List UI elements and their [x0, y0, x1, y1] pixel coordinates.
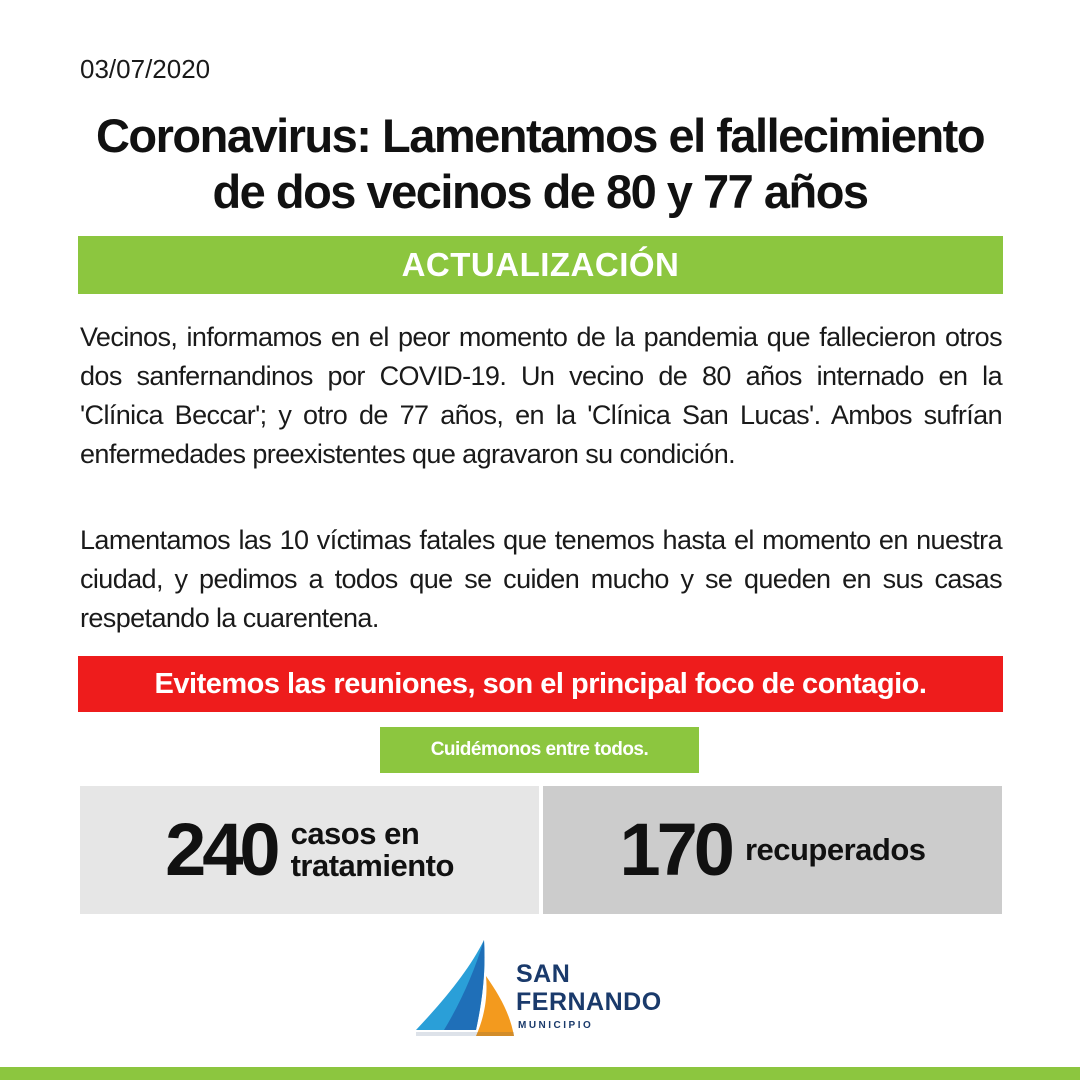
- headline-line-1: Coronavirus: Lamentamos el fallecimiento: [95, 109, 985, 162]
- page-title: [60, 108, 1020, 220]
- stat-in-treatment-label: [291, 818, 454, 882]
- date: 03/07/2020: [80, 54, 211, 84]
- stat-in-treatment-label-line-2: tratamiento: [290, 848, 454, 883]
- stat-in-treatment-number: 240: [165, 808, 277, 891]
- headline-line-2: de dos vecinos de 80 y 77 años: [212, 165, 868, 218]
- logo-text: [516, 960, 662, 1031]
- stat-recovered-label: recuperados: [744, 832, 926, 867]
- stat-recovered-number: 170: [619, 808, 731, 891]
- logo-line-2: FERNANDO: [516, 988, 662, 1016]
- alert-banner: Evitemos las reuniones, son el principal foco de contagio.: [78, 656, 1003, 712]
- logo-line-1: SAN: [516, 960, 571, 988]
- stat-recovered: [543, 786, 1002, 914]
- logo-line-3: MUNICIPIO: [518, 1020, 594, 1031]
- paragraph-1: Vecinos, informamos en el peor momento de la pandemia que fallecieron otros dos sanfernandinos por COVID-19. Un vecino de 80 años internado en la 'Clínica Beccar'; y otro de 77 años, en la 'Clínica San Lucas'. Ambos sufrían enfermedades preexistentes que agravaron su condición.: [80, 322, 1002, 469]
- sail-icon: [414, 938, 514, 1038]
- paragraph-2: Lamentamos las 10 víctimas fatales que tenemos hasta el momento en nuestra ciudad, y pedimos a todos que se cuiden mucho y se queden en sus casas respetando la cuarentena.: [80, 525, 1002, 633]
- update-banner: ACTUALIZACIÓN: [78, 236, 1003, 294]
- stat-in-treatment: [80, 786, 539, 914]
- footer-bar: [0, 1067, 1080, 1080]
- stat-in-treatment-label-line-1: casos en: [290, 816, 420, 851]
- care-message: Cuidémonos entre todos.: [380, 727, 699, 773]
- san-fernando-logo: [414, 938, 674, 1038]
